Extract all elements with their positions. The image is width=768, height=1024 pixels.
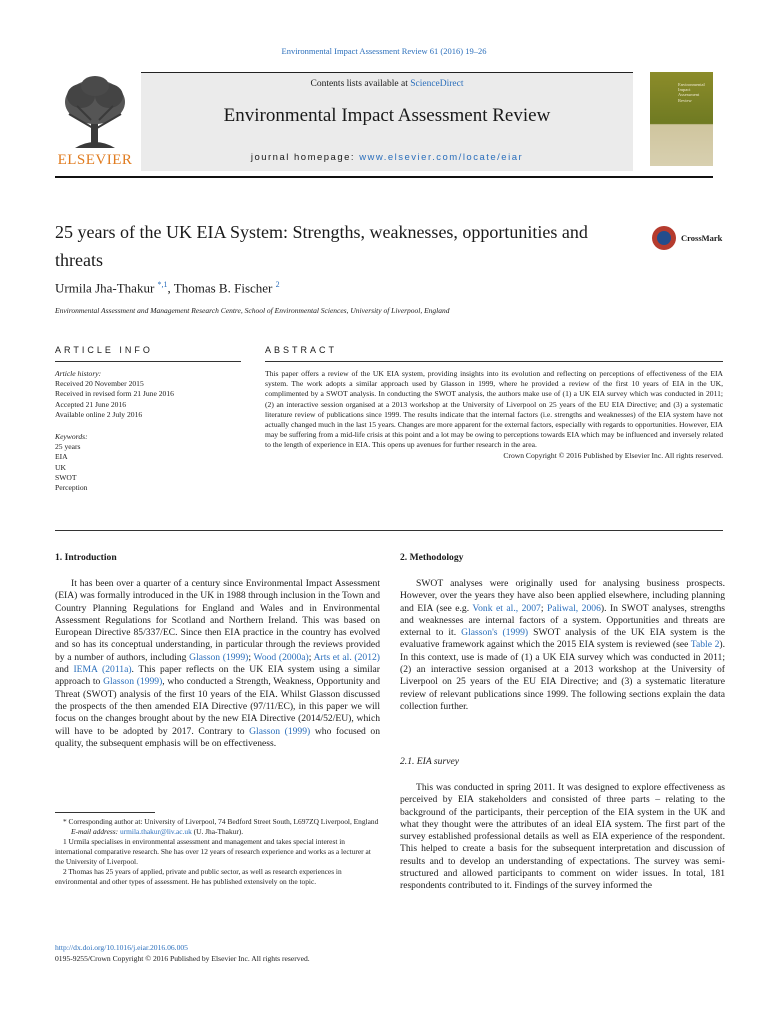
affiliation: Environmental Assessment and Management Research Centre, School of Environmental Sciences, University of Liverpool, England [55, 306, 450, 315]
sciencedirect-link[interactable]: ScienceDirect [410, 79, 464, 89]
abstract-bottom-rule [55, 530, 723, 531]
journal-title: Environmental Impact Assessment Review [223, 105, 551, 126]
ref-link[interactable]: Glasson's (1999) [461, 627, 529, 639]
method-text: ). In SWOT analyses, strengths and weaknesses are internal factors of a system. Opportunities and threats are external to it. [400, 602, 725, 639]
method-text: SWOT analysis of the UK EIA system is the evaluative framework against which the 2015 EIA system is reviewed (see [400, 627, 726, 651]
abstract-heading: ABSTRACT [265, 345, 338, 355]
table-link[interactable]: Table 2 [690, 639, 720, 651]
methodology-heading: 2. Methodology [400, 552, 464, 563]
history-item: Received 20 November 2015 [55, 379, 144, 389]
abstract-text: This paper offers a review of the UK EIA system, providing insights into its evolution and reflecting on perceptions of effectiveness of the EIA system. The work adopts a similar approach used by Glasson in 1999, where he provided a review of the first 10 years of EIA in the UK, complimented by a SWOT analysis. In conducting the SWOT analysis, the authors make use of (1) a UK EIA survey which was conducted in 2011; (2) an interactive session organised at a 2013 workshop at the University of Liverpool on 25 years of the EU EIA Directive; and (3) a systematic literature review of publications since 1999. The results indicate that the internal factors (i.e. strengths and weaknesses) of the EIA system have not actually changed much in the last 15 years. Changes are more apparent for the external factors, especially with regards to opportunities. However, EIA may be suffering from a mid-life crisis at this point and a lot may be owing to perceptions towards EIA which may be influenced and inversely related to the length of experience in EIA. This opens up avenues for further research in the area. [265, 369, 723, 450]
footnote-rule [55, 812, 155, 813]
publisher-name: ELSEVIER [57, 152, 133, 168]
paper-title: 25 years of the UK EIA System: Strengths, weaknesses, opportunities and threats [55, 222, 588, 270]
keywords-label: Keywords: [55, 432, 88, 442]
intro-text: who focused on quality, the subsequent emphasis will be on effectiveness. [55, 725, 381, 749]
history-item: Received in revised form 21 June 2016 [55, 389, 174, 399]
history-label: Article history: [55, 369, 102, 378]
crossmark-label: CrossMark [681, 233, 723, 243]
ref-link[interactable]: Glasson (1999) [249, 725, 311, 737]
journal-homepage [141, 152, 633, 163]
ref-link[interactable]: IEMA (2011a) [73, 664, 132, 676]
issn-copyright: 0195-9255/Crown Copyright © 2016 Published by Elsevier Inc. All rights reserved. [55, 954, 310, 963]
doi-block [55, 942, 310, 964]
footnotes [55, 817, 380, 887]
email-link[interactable]: urmila.thakur@liv.ac.uk [120, 827, 192, 836]
author-2-marks[interactable]: 2 [275, 280, 280, 289]
author-separator: , [167, 280, 174, 296]
keyword: EIA [55, 452, 68, 462]
cover-title: Environmental Impact Assessment Review [678, 82, 705, 103]
header-rule [55, 176, 713, 178]
elsevier-logo [55, 72, 135, 170]
keyword: 25 years [55, 442, 81, 452]
footnote-email [55, 827, 380, 837]
ref-link[interactable]: Paliwal, 2006 [547, 602, 601, 614]
history-item: Available online 2 July 2016 [55, 409, 143, 419]
homepage-label: journal homepage: [250, 152, 360, 163]
crossmark-badge[interactable] [652, 226, 732, 252]
methodology-paragraph [400, 578, 725, 713]
method-text: SWOT analyses were originally used for analysing business prospects. However, over the years they have also been applied elsewhere, including planning and EIA (see e.g. [400, 578, 725, 614]
introduction-paragraph [55, 578, 380, 750]
footnote-1: 1 Urmila specialises in environmental assessment and management and takes special interest in international comparative research. She has over 12 years of research experience and works as a lecturer at the University of Liverpool. [55, 837, 371, 866]
crossmark-icon [652, 226, 676, 250]
intro-text: and [55, 664, 74, 676]
abstract-copyright: Crown Copyright © 2016 Published by Elsevier Inc. All rights reserved. [503, 450, 723, 460]
journal-cover-thumbnail[interactable] [650, 72, 713, 166]
author-1: Urmila Jha-Thakur [55, 280, 158, 296]
abstract-rule [265, 361, 723, 362]
email-name: (U. Jha-Thakur). [191, 827, 244, 836]
keyword: UK [55, 462, 66, 472]
ref-link[interactable]: Vonk et al., 2007 [472, 602, 541, 614]
author-1-marks[interactable]: *,1 [157, 280, 168, 289]
footnote-2: 2 Thomas has 25 years of applied, private and public sector, as well as research experiences in environmental and other types of assessment. He has published extensively on the topic. [55, 867, 342, 886]
doi-link[interactable]: http://dx.doi.org/10.1016/j.eiar.2016.06.005 [55, 943, 188, 952]
eia-survey-paragraph: This was conducted in spring 2011. It was designed to explore effectiveness as perceived by EIA stakeholders and consisted of three parts – relating to the background of the participants, their perception of the EIA system in the UK and what they thought were the attributes of an ideal EIA system. The first part of the survey established professional details as well as EIA experience of the respondent. This helped to create a basis for the subsequent interpretation and discussion of results and to develop an understanding of expectations. The survey was semi-structured and allowed participants to comment on wider issues. In total, 181 respondents contributed to it. Findings of the survey informed the [400, 782, 725, 892]
article-info-rule [55, 361, 241, 362]
method-text: ). In this context, use is made of (1) a UK EIA survey which was conducted in 2011; (2) an interactive session organised at a 2013 workshop at the University of Liverpool on 25 years of the EU EIA Directive; and (3) a systematic literature review of relevant publications since 1999. The following sections explain the data collection further. [400, 639, 725, 712]
article-info [55, 369, 241, 493]
journal-header [55, 72, 633, 170]
journal-banner [141, 72, 633, 171]
footnote-corresponding: * Corresponding author at: University of Liverpool, 74 Bedford Street South, L697ZQ Liverpool, England [63, 817, 379, 826]
ref-link[interactable]: Glasson (1999) [103, 676, 163, 688]
author-list [55, 280, 280, 296]
method-text: ; [540, 602, 547, 614]
intro-text: ; [248, 651, 254, 663]
intro-text: . This paper reflects on the UK EIA system using a similar approach to [55, 664, 380, 688]
contents-prefix: Contents lists available at [310, 79, 411, 89]
history-item: Accepted 21 June 2016 [55, 399, 127, 409]
introduction-heading: 1. Introduction [55, 552, 117, 563]
ref-link[interactable]: Wood (2000a) [253, 651, 309, 663]
ref-link[interactable]: Arts et al. (2012) [313, 651, 380, 663]
author-2: Thomas B. Fischer [173, 280, 276, 296]
ref-link[interactable]: Glasson (1999) [189, 651, 249, 663]
email-label: E-mail address: [71, 827, 120, 836]
intro-text: It has been over a quarter of a century since Environmental Impact Assessment (EIA) was formally introduced in the UK in 1988 through inclusion in the Town and Country Planning Regulations for England and Wales and in Environmental Assessment Regulations for Scotland and Northern Ireland. This was based on European Directive 85/337/EC. Since then EIA practice in the country has evolved and so has its conceptual understanding, in particular through the reviews provided by a number of authors, including [55, 578, 380, 663]
keyword: SWOT [55, 472, 77, 482]
intro-text: , who conducted a Strength, Weakness, Opportunity and Threat (SWOT) analysis of the first 10 years of the EIA. Whilst Glasson discussed the prospects of the then amended EIA Directive (97/11/EC), in this paper we will focus on the changes brought about by the new EIA Directive (2014/52/EU), which will have to be adopted by 2017. Contrary to [55, 676, 380, 737]
homepage-link[interactable]: www.elsevier.com/locate/eiar [359, 152, 524, 163]
contents-line [141, 79, 633, 89]
intro-text: ; [308, 651, 314, 663]
article-info-heading: ARTICLE INFO [55, 345, 153, 355]
abstract [265, 369, 723, 461]
journal-reference[interactable]: Environmental Impact Assessment Review 61 (2016) 19–26 [281, 46, 487, 56]
eia-survey-heading: 2.1. EIA survey [400, 756, 459, 767]
keyword: Perception [55, 483, 88, 493]
